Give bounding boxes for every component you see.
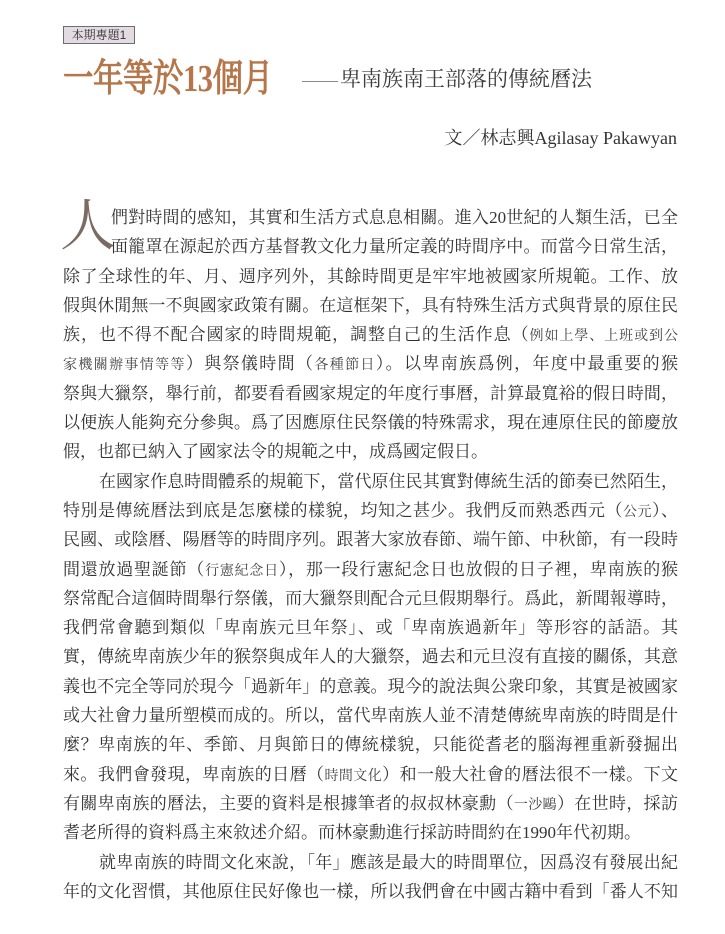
text-run: 除了全球性的年、月、週序列外，其餘時間更是牢牢地被國家所規範。工作、放	[63, 266, 678, 286]
text-run: 就卑南族的時間文化來說，「年」應該是最大的時間單位，因爲沒有發展出紀	[99, 852, 678, 872]
text-run: 在國家作息時間體系的規範下，當代原住民其實對傳統生活的節奏已然陌生，	[99, 471, 678, 491]
drop-cap: 人	[60, 196, 116, 258]
annotation-note: 時間文化	[324, 768, 383, 784]
text-run: 假與休閒無一不與國家政策有關。在這框架下，具有特殊生活方式與背景的原住民	[63, 295, 678, 315]
text-run: 祭常配合這個時間舉行祭儀，而大獵祭則配合元旦假期舉行。爲此，新聞報導時，	[63, 588, 678, 608]
text-run: 麼？卑南族的年、季節、月與節日的傳統樣貌，只能從耆老的腦海裡重新發掘出	[63, 735, 678, 755]
text-line	[63, 642, 678, 671]
text-line	[63, 818, 678, 847]
text-run: 假，也都已納入了國家法令的規範之中，成爲國定假日。	[63, 442, 488, 462]
text-run: 實，傳統卑南族少年的猴祭與成年人的大獵祭，過去和元旦沒有直接的關係，其意	[63, 647, 678, 667]
text-run: 面籠罩在源起於西方基督教文化力量所定義的時間序中。而當今日常生活，	[111, 237, 678, 257]
article-subtitle: 卑南族南王部落的傳統曆法	[340, 68, 592, 91]
text-run: 間還放過聖誕節（	[63, 559, 206, 579]
title-dash-divider	[302, 81, 338, 82]
text-line	[63, 379, 678, 408]
text-run: 有關卑南族的曆法，主要的資料是根據筆者的叔叔林豪勳（	[63, 793, 514, 813]
text-run: ）和一般大社會的曆法很不一樣。下文	[382, 764, 678, 784]
text-line	[63, 584, 678, 613]
text-line	[63, 848, 678, 877]
text-line	[63, 496, 678, 525]
text-line	[63, 555, 678, 584]
text-line	[63, 291, 678, 320]
text-run: 我們常會聽到類似「卑南族元旦年祭」、或「卑南族過新年」等形容的話語。其	[63, 618, 678, 638]
text-line	[63, 760, 678, 789]
annotation-note: 一沙鷗	[513, 797, 557, 813]
text-run: ）。以卑南族爲例，年度中最重要的猴	[375, 354, 678, 374]
text-line	[63, 349, 678, 378]
text-line	[63, 408, 678, 437]
text-run: ）與祭儀時間（	[185, 354, 315, 374]
annotation-note: 家機關辦事情等等	[63, 358, 186, 374]
section-badge: 本期專題1	[63, 26, 135, 44]
annotation-note: 行憲紀念日	[205, 563, 279, 579]
text-run: 或大社會力量所塑模而成的。所以，當代卑南族人並不清楚傳統卑南族的時間是什	[63, 706, 678, 726]
text-line	[63, 320, 678, 349]
text-line	[63, 262, 678, 291]
text-line	[63, 467, 678, 496]
annotation-note: 例如上學、上班或到公	[529, 329, 678, 345]
text-line	[63, 730, 678, 759]
text-run: ）在世時，採訪	[556, 793, 678, 813]
text-line	[63, 437, 678, 466]
author-byline: 文／林志興Agilasay Pakawyan	[444, 128, 677, 148]
text-run: 祭與大獵祭，舉行前，都要看看國家規定的年度行事曆，計算最寬裕的假日時間，	[63, 383, 678, 403]
text-run: ）、	[652, 500, 678, 520]
text-run: 族，也不得不配合國家的時間規範，調整自己的生活作息（	[63, 325, 530, 345]
paragraph	[63, 848, 678, 907]
text-run: 以便族人能夠充分參與。爲了因應原住民祭儀的特殊需求，現在連原住民的節慶放	[63, 413, 678, 433]
article-body	[63, 203, 678, 906]
text-line	[63, 232, 678, 261]
text-run: 年的文化習慣，其他原住民好像也一樣，所以我們會在中國古籍中看到「番人不知	[63, 881, 678, 901]
text-line	[63, 877, 678, 906]
text-line	[63, 525, 678, 554]
text-run: 民國、或陰曆、陽曆等的時間序列。跟著大家放春節、端午節、中秋節，有一段時	[63, 530, 678, 550]
text-run: 們對時間的感知，其實和生活方式息息相關。進入20世紀的人類生活，已全	[111, 208, 678, 227]
annotation-note: 公元	[623, 504, 652, 520]
text-run: 耆老所得的資料爲主來敘述介紹。而林豪勳進行採訪時間約在1990年代初期。	[63, 823, 641, 843]
text-run: 義也不完全等同於現今「過新年」的意義。現今的說法與公衆印象，其實是被國家	[63, 676, 678, 696]
article-title: 一年等於13個月	[63, 58, 273, 100]
text-line	[63, 613, 678, 642]
text-line	[63, 789, 678, 818]
text-run: 來。我們會發現，卑南族的日曆（	[63, 764, 325, 784]
annotation-note: 各種節日	[314, 358, 376, 374]
text-run: ），那一段行憲紀念日也放假的日子裡，卑南族的猴	[278, 559, 678, 579]
text-line	[63, 203, 678, 232]
paragraph	[63, 203, 678, 467]
text-line	[63, 672, 678, 701]
text-line	[63, 701, 678, 730]
paragraph	[63, 467, 678, 848]
text-run: 特別是傳統曆法到底是怎麼樣的樣貌，均知之甚少。我們反而熟悉西元（	[63, 500, 623, 520]
